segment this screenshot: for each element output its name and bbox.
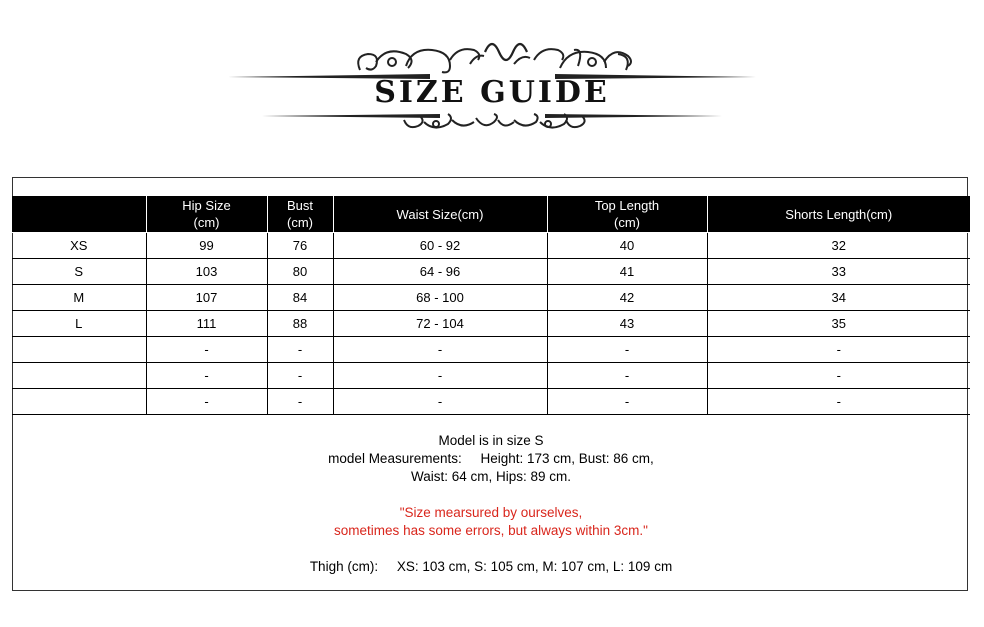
- header-waist: Waist Size(cm): [333, 196, 547, 233]
- bust-value: -: [267, 337, 333, 363]
- hip-value: -: [146, 337, 267, 363]
- size-label: L: [12, 311, 146, 337]
- waist-value: 72 - 104: [333, 311, 547, 337]
- hip-value: -: [146, 389, 267, 415]
- header-bust: Bust (cm): [267, 196, 333, 233]
- top-length-value: 42: [547, 285, 707, 311]
- model-size-text: Model is in size S: [438, 433, 544, 448]
- model-measurements-text: model Measurements: Height: 173 cm, Bust: 86 cm,: [328, 451, 654, 466]
- shorts-length-value: -: [707, 337, 970, 363]
- shorts-length-value: 33: [707, 259, 970, 285]
- table-row: [12, 363, 970, 389]
- waist-value: -: [333, 363, 547, 389]
- top-length-value: -: [547, 363, 707, 389]
- disclaimer-text-2: sometimes has some errors, but always within 3cm.": [334, 523, 648, 538]
- size-label: S: [12, 259, 146, 285]
- bust-value: -: [267, 389, 333, 415]
- bust-value: 80: [267, 259, 333, 285]
- hip-value: 107: [146, 285, 267, 311]
- waist-value: 64 - 96: [333, 259, 547, 285]
- header-shorts-length: Shorts Length(cm): [707, 196, 970, 233]
- bust-value: 88: [267, 311, 333, 337]
- size-table: [12, 196, 970, 415]
- size-label: [12, 337, 146, 363]
- bust-value: 84: [267, 285, 333, 311]
- thigh-measurements-text: Thigh (cm): XS: 103 cm, S: 105 cm, M: 107 cm, L: 109 cm: [309, 559, 673, 574]
- top-length-value: 41: [547, 259, 707, 285]
- model-notes: [13, 432, 969, 576]
- top-length-value: -: [547, 389, 707, 415]
- disclaimer-text: "Size mearsured by ourselves,: [399, 505, 583, 520]
- size-label: [12, 363, 146, 389]
- ornament-icon: [0, 0, 984, 140]
- table-header-row: [12, 196, 970, 233]
- size-label: M: [12, 285, 146, 311]
- size-chart-panel: [12, 177, 968, 591]
- table-row: [12, 389, 970, 415]
- bust-value: -: [267, 363, 333, 389]
- hip-value: 99: [146, 233, 267, 259]
- size-label: [12, 389, 146, 415]
- table-row: [12, 285, 970, 311]
- top-length-value: -: [547, 337, 707, 363]
- hip-value: 103: [146, 259, 267, 285]
- table-row: [12, 337, 970, 363]
- shorts-length-value: -: [707, 389, 970, 415]
- table-row: [12, 311, 970, 337]
- hip-value: 111: [146, 311, 267, 337]
- table-row: [12, 259, 970, 285]
- waist-value: -: [333, 337, 547, 363]
- model-measurements-text-2: Waist: 64 cm, Hips: 89 cm.: [410, 469, 572, 484]
- waist-value: 60 - 92: [333, 233, 547, 259]
- shorts-length-value: 34: [707, 285, 970, 311]
- top-length-value: 43: [547, 311, 707, 337]
- bust-value: 76: [267, 233, 333, 259]
- shorts-length-value: -: [707, 363, 970, 389]
- shorts-length-value: 32: [707, 233, 970, 259]
- header-size: [12, 196, 146, 233]
- header-top-length: Top Length (cm): [547, 196, 707, 233]
- waist-value: 68 - 100: [333, 285, 547, 311]
- size-label: XS: [12, 233, 146, 259]
- table-row: [12, 233, 970, 259]
- top-length-value: 40: [547, 233, 707, 259]
- shorts-length-value: 35: [707, 311, 970, 337]
- page-title: SIZE GUIDE: [374, 75, 610, 110]
- header-hip: Hip Size (cm): [146, 196, 267, 233]
- size-guide-header: [0, 0, 984, 140]
- waist-value: -: [333, 389, 547, 415]
- hip-value: -: [146, 363, 267, 389]
